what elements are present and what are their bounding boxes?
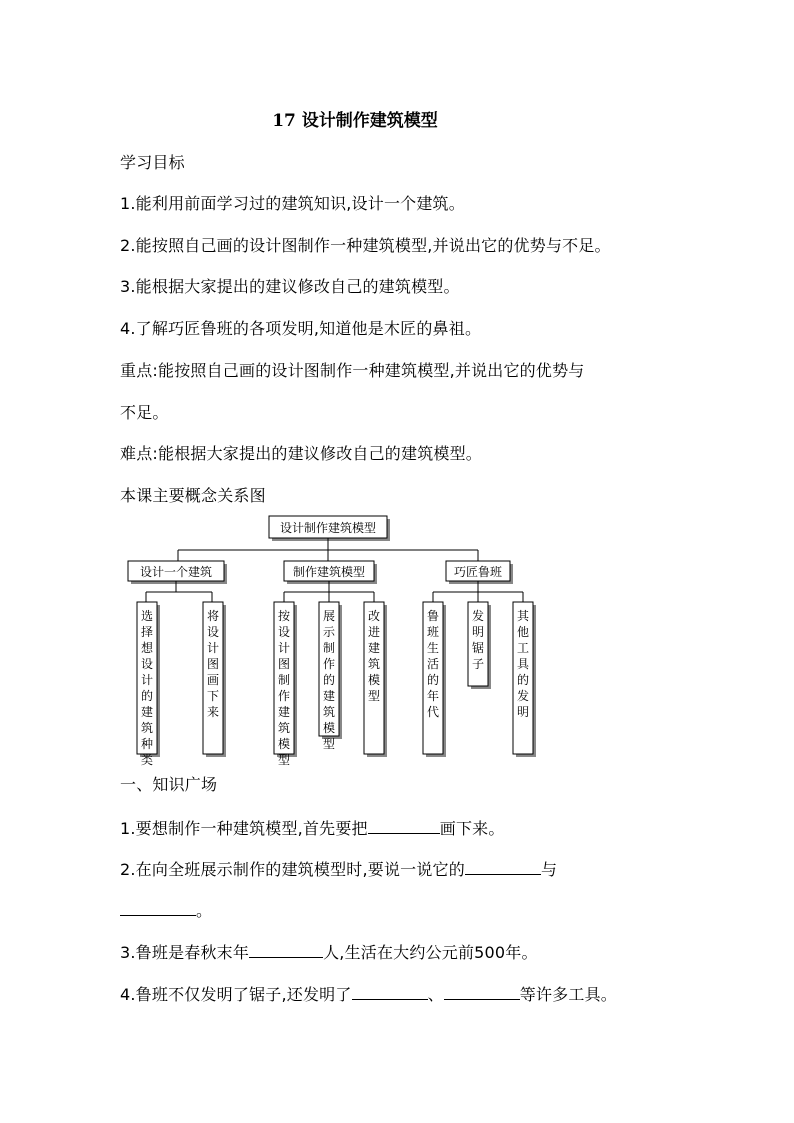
- child-label-build-model: 按设计图制作建筑模型: [277, 609, 291, 767]
- question-3-blank[interactable]: [249, 942, 323, 958]
- question-4: [120, 982, 617, 1005]
- question-1-text-a: 1.要想制作一种建筑模型,首先要把: [120, 819, 368, 838]
- question-1: [120, 816, 505, 839]
- child-box-invent-saw: [468, 602, 491, 689]
- child-label-luban-era: 鲁班生活的年代: [426, 609, 440, 719]
- question-4-text-c: 等许多工具。: [519, 985, 617, 1004]
- question-1-blank[interactable]: [368, 818, 440, 834]
- child-label-draw-design: 将设计图画下来: [206, 609, 220, 719]
- branch-label-luban: 巧匠鲁班: [453, 565, 503, 579]
- diagram-heading: 本课主要概念关系图: [120, 486, 266, 505]
- question-2-cont: [120, 898, 212, 921]
- diagram-root-label: 设计制作建筑模型: [279, 521, 377, 535]
- difficult-point: 难点:能根据大家提出的建议修改自己的建筑模型。: [120, 444, 482, 463]
- objective-3: 3.能根据大家提出的建议修改自己的建筑模型。: [120, 277, 460, 296]
- objective-1: 1.能利用前面学习过的建筑知识,设计一个建筑。: [120, 194, 465, 213]
- branch-label-make: 制作建筑模型: [292, 565, 366, 579]
- child-box-draw-design: [203, 602, 226, 757]
- page-title: 17 设计制作建筑模型: [272, 111, 438, 131]
- child-label-improve-model: 改进建筑模型: [367, 609, 381, 703]
- question-3: [120, 940, 538, 963]
- objectives-heading: 学习目标: [120, 153, 185, 172]
- child-label-other-tools: 其他工具的发明: [516, 609, 530, 719]
- question-1-text-b: 画下来。: [439, 819, 505, 838]
- child-box-other-tools: [513, 602, 536, 757]
- key-point-line-1: 重点:能按照自己画的设计图制作一种建筑模型,并说出它的优势与: [120, 361, 585, 380]
- question-2-text-c: 。: [196, 901, 213, 920]
- child-box-show-model: [319, 602, 342, 751]
- question-4-text-b: 、: [427, 985, 444, 1004]
- question-4-blank-1[interactable]: [352, 984, 428, 1000]
- child-box-improve-model: [364, 602, 387, 757]
- question-2-blank-2[interactable]: [120, 900, 196, 916]
- objective-2: 2.能按照自己画的设计图制作一种建筑模型,并说出它的优势与不足。: [120, 236, 611, 255]
- child-label-show-model: 展示制作的建筑模型: [322, 609, 336, 751]
- child-label-invent-saw: 发明锯子: [471, 609, 485, 671]
- knowledge-heading: 一、知识广场: [120, 775, 218, 794]
- child-box-choose-type: [137, 602, 160, 767]
- objective-4: 4.了解巧匠鲁班的各项发明,知道他是木匠的鼻祖。: [120, 319, 482, 338]
- question-3-text-b: 人,生活在大约公元前500年。: [323, 943, 538, 962]
- question-2-text-b: 与: [540, 860, 558, 879]
- child-label-choose-type: 选择想设计的建筑种类: [140, 609, 154, 767]
- question-2: [120, 857, 557, 880]
- question-4-blank-2[interactable]: [444, 984, 520, 1000]
- child-box-luban-era: [423, 602, 446, 757]
- child-box-build-model: [274, 602, 297, 767]
- question-2-text-a: 2.在向全班展示制作的建筑模型时,要说一说它的: [120, 860, 465, 879]
- question-4-text-a: 4.鲁班不仅发明了锯子,还发明了: [120, 985, 352, 1004]
- branch-label-design: 设计一个建筑: [139, 565, 213, 579]
- key-point-line-2: 不足。: [120, 403, 169, 422]
- question-2-blank-1[interactable]: [465, 859, 541, 875]
- question-3-text-a: 3.鲁班是春秋末年: [120, 943, 250, 962]
